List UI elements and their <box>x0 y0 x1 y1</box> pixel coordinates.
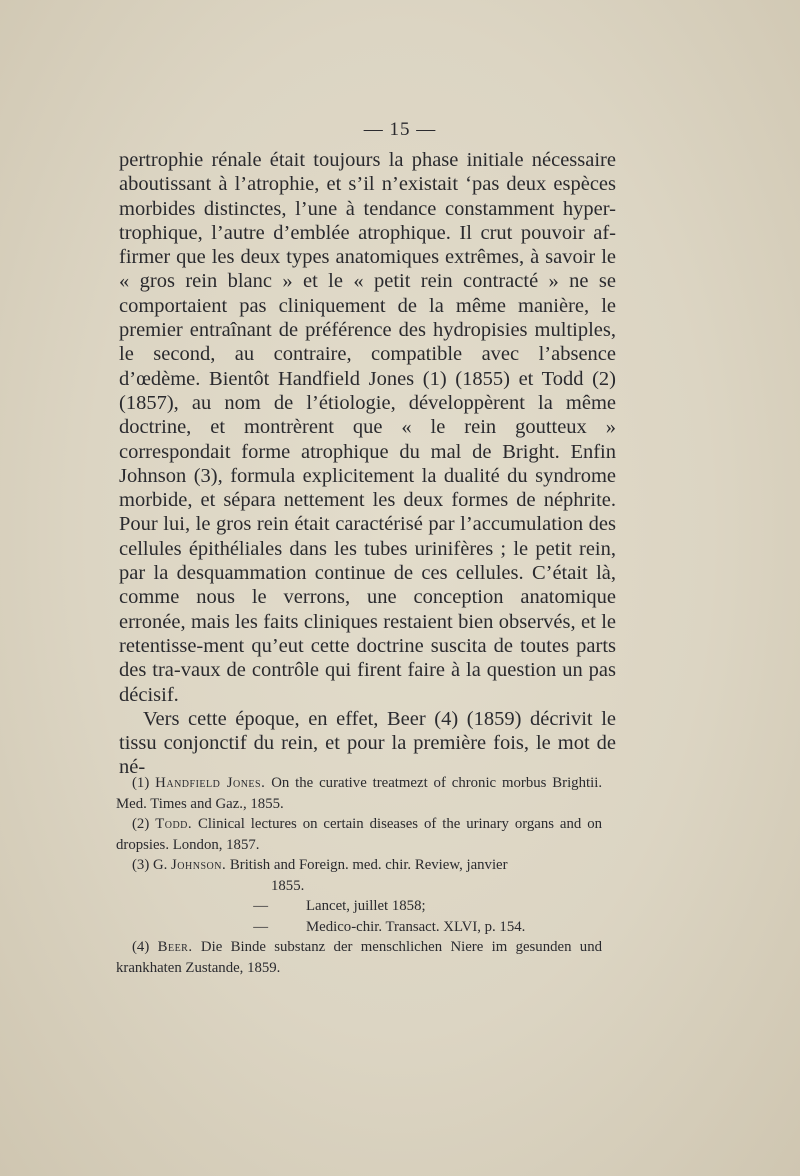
footnote-1-author: Handfield Jones. <box>155 775 266 791</box>
footnote-3-line-3 <box>116 917 602 938</box>
page-number: — 15 — <box>363 119 437 140</box>
footnote-4-number: (4) <box>132 939 150 955</box>
footnote-2-number: (2) <box>132 816 150 832</box>
footnote-2-author: Todd. <box>155 816 193 832</box>
footnote-3-year-line <box>116 876 602 897</box>
footnote-3-author: Johnson. <box>171 857 227 873</box>
footnote-1-text: On the curative treatmezt of chronic morbus Brightii. Med. Times and Gaz., 1855. <box>116 775 603 812</box>
footnote-1 <box>116 773 602 814</box>
ditto-dash: — <box>253 898 268 914</box>
footnote-4 <box>116 937 602 978</box>
main-text <box>119 148 616 780</box>
footnote-2 <box>116 814 602 855</box>
footnote-4-author: Beer. <box>157 939 193 955</box>
footnote-2-text: Clinical lectures on certain diseases of the urinary organs and on dropsies. London, 1857. <box>116 816 603 853</box>
paragraph-1: pertrophie rénale était toujours la phase initiale nécessaire aboutissant à l’atrophie, et s’il n’existait ‘pas deux espèces morbides distinctes, l’une à tendance constamment hyper-trophique, l’autre d’emblée atrophique. Il crut pouvoir af-firmer que les deux types anatomiques extrêmes, à savoir le « gros rein blanc » et le « petit rein contracté » ne se comportaient pas cliniquement de la même manière, le premier entraînant de préférence des hydropisies multiples, le second, au contraire, compatible avec l’absence d’œdème. Bientôt Handfield Jones (1) (1855) et Todd (2) (1857), au nom de l’étiologie, développèrent la même doctrine, et montrèrent que « le rein goutteux » correspondait forme atrophique du mal de Bright. Enfin Johnson (3), formula explicitement la dualité du syndrome morbide, et sépara nettement les deux formes de néphrite. Pour lui, le gros rein était caractérisé par l’accumulation des cellules épithéliales dans les tubes urinifères ; le petit rein, par la desquammation continue de ces cellules. C’était là, comme nous le verrons, une conception anatomique erronée, mais les faits cliniques restaient bien observés, et le retentisse-ment qu’eut cette doctrine suscita de toutes parts des tra-vaux de contrôle qui firent faire à la question un pas décisif. <box>119 149 616 706</box>
footnotes <box>116 773 602 978</box>
footnote-3 <box>116 855 602 876</box>
footnote-3-text: British and Foreign. med. chir. Review, janvier <box>229 857 508 873</box>
footnote-3-line-2 <box>116 896 602 917</box>
footnote-3-year: 1855. <box>271 877 305 894</box>
footnote-3-number: (3) G. <box>132 857 168 873</box>
footnote-3-lancet: Lancet, juillet 1858; <box>306 898 426 914</box>
ditto-dash: — <box>253 918 268 935</box>
footnote-1-number: (1) <box>132 775 150 791</box>
footnote-3-medico-chir: Medico-chir. Transact. XLVI, p. 154. <box>306 918 526 935</box>
paragraph-2: Vers cette époque, en effet, Beer (4) (1859) décrivit le tissu conjonctif du rein, et pour la première fois, le mot de né- <box>119 707 616 779</box>
footnote-4-text: Die Binde substanz der menschlichen Niere im gesunden und krankhaten Zustande, 1859. <box>116 939 602 976</box>
